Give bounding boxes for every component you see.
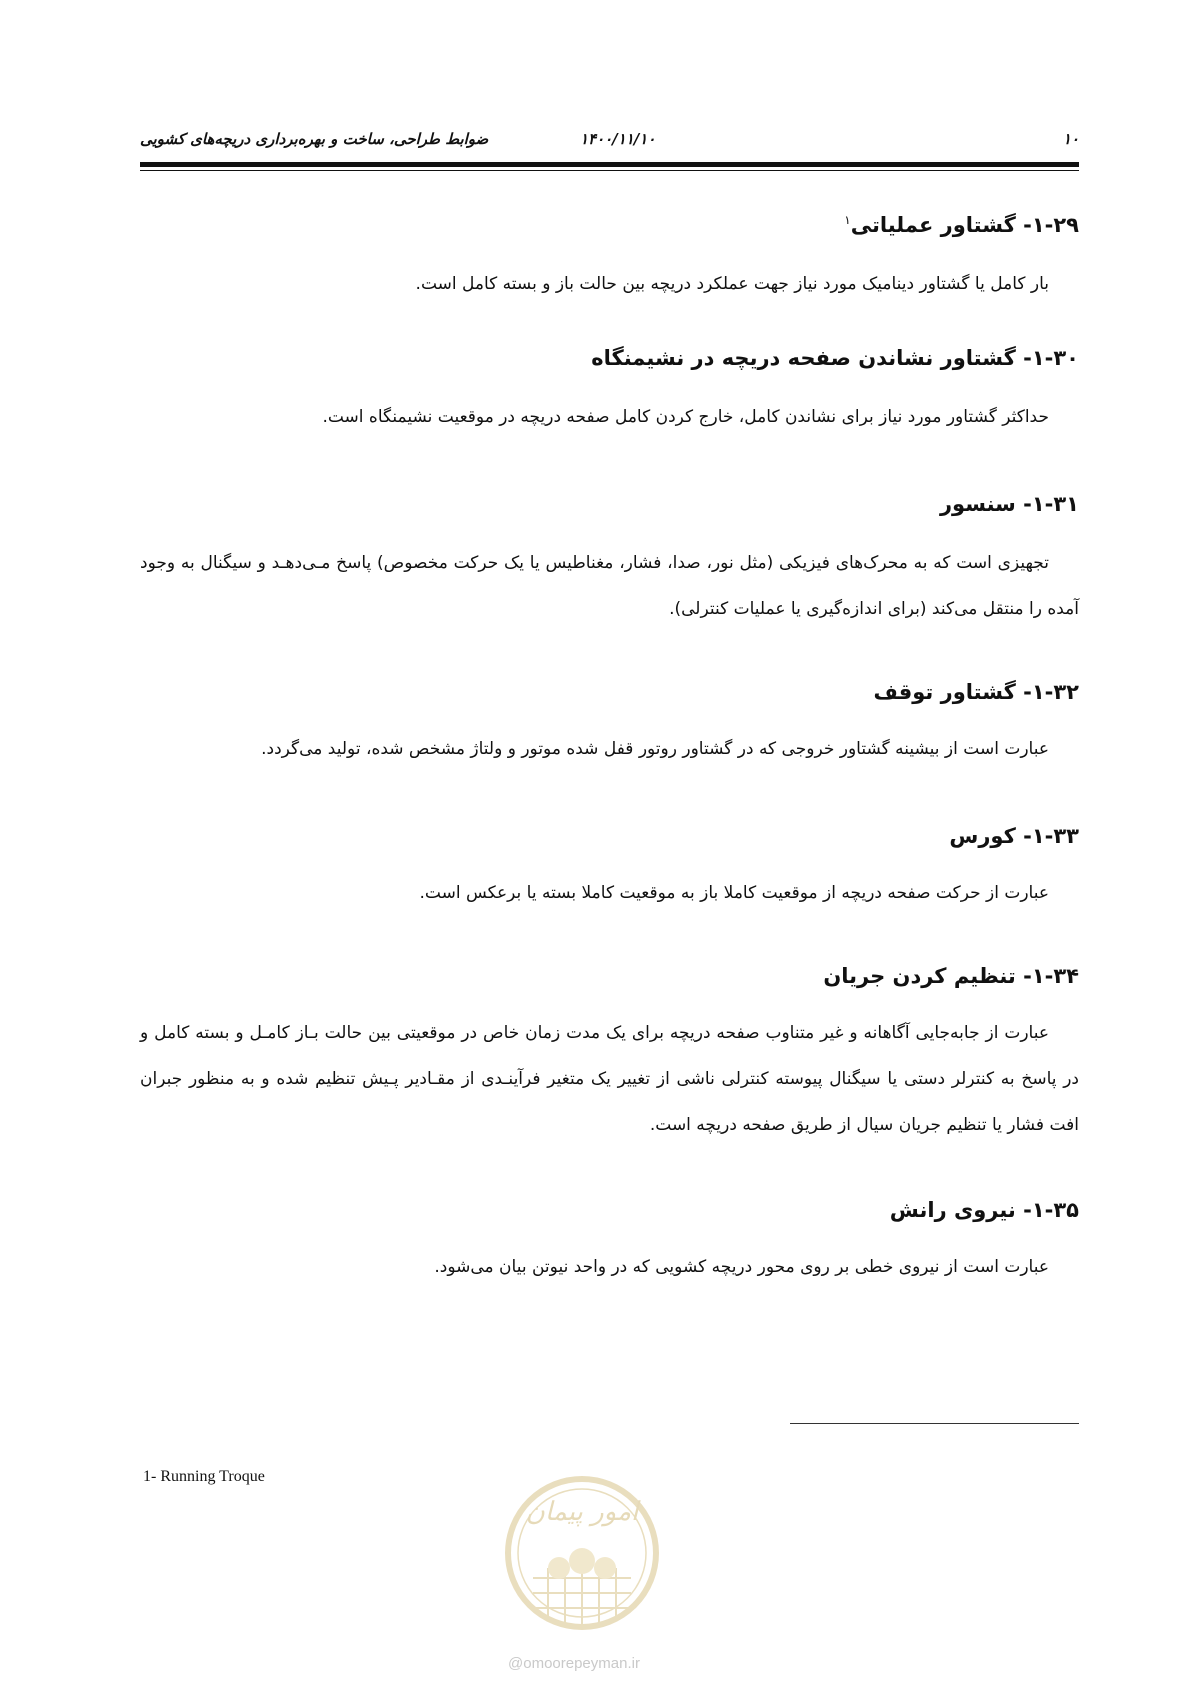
footnote-separator xyxy=(790,1423,1079,1424)
section-heading: ۱-۳۳- کورس xyxy=(949,824,1079,848)
section-heading: ۱-۳۲- گشتاور توقف xyxy=(873,680,1079,704)
section-heading: ۱-۲۹- گشتاور عملیاتی$^۱$ xyxy=(844,213,1079,237)
section-1-31 xyxy=(140,484,1079,632)
section-paragraph: بار کامل یا گشتاور دینامیک مورد نیاز جهت عملکرد دریچه بین حالت باز و بسته کامل است. xyxy=(415,274,1049,294)
section-paragraph: عبارت از جابه‌جایی آگاهانه و غیر متناوب صفحه دریچه برای یک مدت زمان خاص در موقعیتی بین حالت بـاز کامـل و بسته کامل و در پاسخ به کنترلر دستی یا سیگنال پیوسته کنترلی ناشی از تغییر یک متغیر فرآینـدی از مقـادیر پـیش تنظیم شده و به منظور جبران افت فشار یا تنظیم جریان سیال از طریق صفحه دریچه است. xyxy=(140,1023,1079,1135)
section-1-29 xyxy=(140,200,1079,307)
section-paragraph: حداکثر گشتاور مورد نیاز برای نشاندن کامل، خارج کردن کامل صفحه دریچه در موقعیت نشیمنگاه است. xyxy=(322,407,1049,427)
section-heading: ۱-۳۱- سنسور xyxy=(939,492,1079,516)
document-body xyxy=(140,200,1079,1290)
footnote-text: 1- Running Troque xyxy=(143,1468,265,1485)
section-paragraph: عبارت است از نیروی خطی بر روی محور دریچه کشویی که در واحد نیوتن بیان می‌شود. xyxy=(434,1257,1049,1277)
watermark-site: @omoorepeyman.ir xyxy=(508,1655,640,1672)
section-heading: ۱-۳۴- تنظیم کردن جریان xyxy=(823,964,1079,988)
header-rule-thin xyxy=(140,170,1079,171)
page-number: ۱۰ xyxy=(1062,130,1079,148)
section-paragraph: عبارت از حرکت صفحه دریچه از موقعیت کاملا باز به موقعیت کاملا بسته یا برعکس است. xyxy=(419,883,1049,903)
watermark-logo xyxy=(503,1458,661,1648)
page-header xyxy=(140,128,1079,152)
section-1-33 xyxy=(140,816,1079,916)
section-paragraph: عبارت است از بیشینه گشتاور خروجی که در گشتاور روتور قفل شده موتور و ولتاژ مشخص شده، تولید می‌گردد. xyxy=(261,739,1049,759)
document-title: ضوابط طراحی، ساخت و بهره‌برداری دریچه‌های کشویی xyxy=(140,130,489,148)
footnote-marker: ۱ xyxy=(844,213,851,227)
section-1-35 xyxy=(140,1190,1079,1290)
section-heading: ۱-۳۰- گشتاور نشاندن صفحه دریچه در نشیمنگاه xyxy=(591,346,1079,370)
section-paragraph: تجهیزی است که به محرک‌های فیزیکی (مثل نور، صدا، فشار، مغناطیس یا یک حرکت مخصوص) پاسخ مـی‌دهـد و سیگنال به وجود آمده را منتقل می‌کند (برای اندازه‌گیری یا عملیات کنترلی). xyxy=(140,553,1079,619)
watermark-logo-text: امور پیمان xyxy=(525,1497,639,1527)
section-1-34 xyxy=(140,956,1079,1148)
section-1-32 xyxy=(140,672,1079,772)
header-date: ۱۴۰۰/۱۱/۱۰ xyxy=(580,130,656,148)
header-rule-thick xyxy=(140,162,1079,167)
section-1-30 xyxy=(140,338,1079,440)
section-heading: ۱-۳۵- نیروی رانش xyxy=(889,1198,1079,1222)
